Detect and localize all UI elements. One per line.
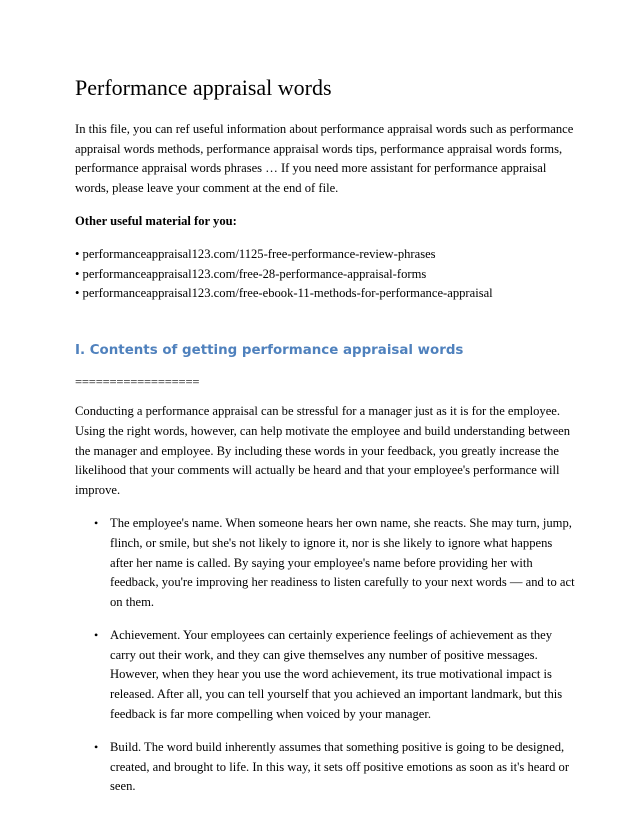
useful-links-list [75, 245, 575, 304]
list-item [75, 738, 575, 797]
page-title: Performance appraisal words [75, 75, 332, 100]
useful-link[interactable]: • performanceappraisal123.com/free-ebook-11-methods-for-performance-appraisal [75, 286, 493, 301]
bullet-icon: • [94, 740, 99, 755]
list-item [75, 626, 575, 724]
useful-link[interactable]: • performanceappraisal123.com/free-28-performance-appraisal-forms [75, 266, 427, 281]
useful-link[interactable]: • performanceappraisal123.com/1125-free-performance-review-phrases [75, 246, 436, 261]
bullet-icon: • [94, 516, 99, 531]
intro-paragraph: In this file, you can ref useful information about performance appraisal words such as performance appraisal words methods, performance appraisal words tips, performance appraisal words forms, performance appraisal words phrases … If you need more assistant for performance appraisal words, please leave your comment at the end of file. [75, 122, 574, 195]
list-item-text: Build. The word build inherently assumes that something positive is going to be designed, created, and brought to life. In this way, it sets off positive emotions as soon as it's heard or seen. [110, 740, 570, 794]
section-heading: I. Contents of getting performance appraisal words [75, 342, 464, 358]
other-material-heading: Other useful material for you: [75, 214, 237, 229]
list-item-text: The employee's name. When someone hears her own name, she reacts. She may turn, jump, flinch, or smile, but she's not likely to ignore it, nor is she likely to ignore what happens after her name is called. By saying your employee's name before providing her with feedback, you're improving her readiness to listen carefully to your next words — and to act on them. [110, 516, 575, 609]
main-paragraph: Conducting a performance appraisal can be stressful for a manager just as it is for the employee. Using the right words, however, can help motivate the employee and build understanding between the manager and employee. By including these words in your feedback, you greatly increase the likelihood that your comments will actually be heard and that your employee's performance will improve. [75, 404, 571, 497]
bullet-list [75, 514, 575, 797]
separator-line: ================== [75, 374, 200, 389]
list-item [75, 514, 575, 612]
list-item-text: Achievement. Your employees can certainly experience feelings of achievement as they carry out their work, and they can give themselves any number of positive messages. However, when they hear you use the word achievement, its true motivational impact is released. After all, you can tell yourself that you achieved an important landmark, but this feedback is far more compelling when voiced by your manager. [110, 628, 563, 721]
document-page [75, 74, 575, 811]
bullet-icon: • [94, 628, 99, 643]
